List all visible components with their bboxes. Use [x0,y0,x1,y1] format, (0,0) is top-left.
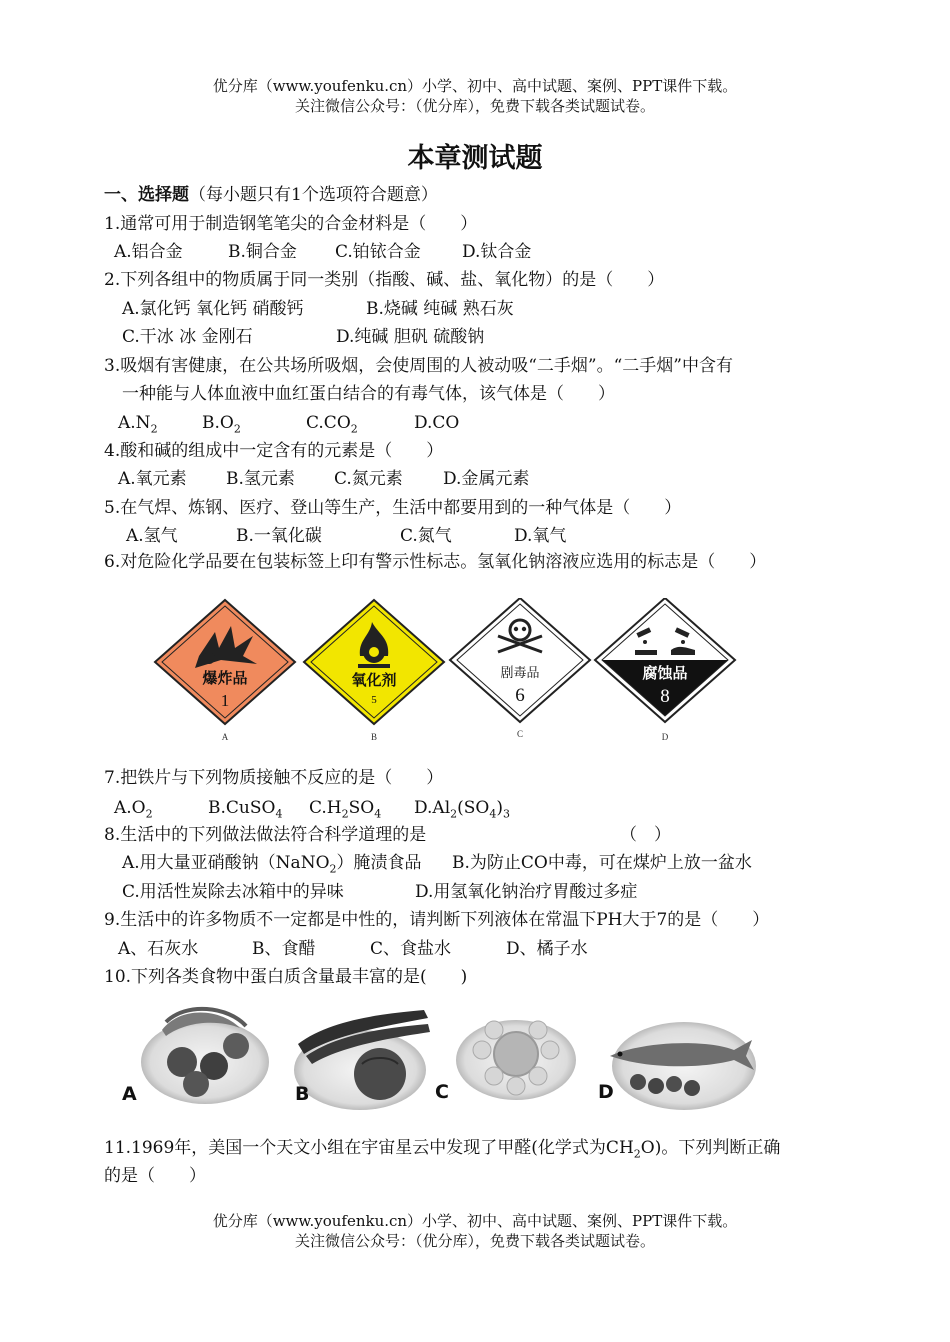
q7-option-c: $C.H_2SO_4$ [309,798,382,821]
q2-stem: 2.下列各组中的物质属于同一类别（指酸、碱、盐、氧化物）的是（ ） [104,270,665,290]
q3-stem-line-2: 一种能与人体血液中血红蛋白结合的有毒气体，该气体是（ ） [122,384,615,404]
q1-option-a: A.铝合金 [114,242,183,262]
q5-option-c: C.氮气 [400,526,452,546]
q8-option-a: A.用大量亚硝酸钠（NaNO$_2$）腌渍食品 [122,853,422,876]
food-fish-plate [610,1022,756,1110]
sign-d-number: 8 [660,686,670,707]
q3-option-c: $C.CO_2$ [306,413,358,436]
q11-stem-line-1: 11.1969年，美国一个天文小组在宇宙星云中发现了甲醛(化学式为$CH_2O$)。下列判断正确 [104,1138,781,1161]
q8-stem: 8.生活中的下列做法做法符合科学道理的是 [104,825,427,845]
footer-line-2: 关注微信公众号：（优分库），免费下载各类试题试卷。 [294,1232,655,1250]
sign-a-label: 爆炸品 [202,669,248,687]
header-line-2: 关注微信公众号：（优分库），免费下载各类试题试卷。 [294,97,655,115]
q9-option-d: D、橘子水 [506,939,588,959]
q8-option-b: B.为防止CO中毒，可在煤炉上放一盆水 [452,853,752,873]
q4-option-d: D.金属元素 [443,469,530,489]
sign-b-label: 氧化剂 [351,671,397,689]
q1-stem: 1.通常可用于制造钢笔笔尖的合金材料是（ ） [104,214,478,234]
q5-option-b: B.一氧化碳 [236,526,322,546]
sign-b-letter: B [370,732,378,742]
q9-option-a: A、石灰水 [118,939,199,959]
q5-stem: 5.在气焊、炼钢、医疗、登山等生产，生活中都要用到的一种气体是（ ） [104,498,682,518]
q4-option-c: C.氮元素 [334,469,403,489]
food-grain-plate [456,1020,576,1100]
food-vegetable-plate [294,1010,430,1110]
q2-option-b: B.烧碱 纯碱 熟石灰 [366,299,514,319]
section-note: （每小题只有1个选项符合题意） [189,185,438,205]
q3-option-d: D.CO [414,413,460,433]
q1-option-b: B.铜合金 [228,242,297,262]
q9-option-b: B、食醋 [252,939,316,959]
hazard-sign-corrosive [595,598,735,722]
q1-option-d: D.钛合金 [462,242,532,262]
section-label: 一、选择题 [104,185,189,205]
q10-stem: 10.下列各类食物中蛋白质含量最丰富的是( ) [104,967,468,987]
q4-option-b: B.氢元素 [226,469,295,489]
sign-c-letter: C [516,729,524,739]
q9-stem: 9.生活中的许多物质不一定都是中性的，请判断下列液体在常温下PH大于7的是（ ） [104,910,770,930]
footer-line-1: 优分库（www.youfenku.cn）小学、初中、高中试题、案例、PPT课件下载。 [212,1212,738,1230]
q9-option-c: C、食盐水 [370,939,452,959]
food-b-letter: B [295,1083,310,1105]
sign-d-label: 腐蚀品 [642,664,688,682]
section-header [104,184,438,206]
page-title: 本章测试题 [407,143,543,174]
q8-answer-paren: （ ） [620,825,671,845]
q3-option-a: $A.N_2$ [118,413,158,436]
hazard-signs [150,598,750,748]
q8-option-d: D.用氢氧化钠治疗胃酸过多症 [415,882,638,902]
hazard-sign-oxidizer [304,600,444,724]
hazard-sign-explosive [155,600,295,724]
q7-option-b: B.CuSO$_4$ [208,798,283,821]
q7-option-a: $A.O_2$ [114,798,153,821]
q4-stem: 4.酸和碱的组成中一定含有的元素是（ ） [104,441,444,461]
q6-stem: 6.对危险化学品要在包装标签上印有警示性标志。氢氧化钠溶液应选用的标志是（ ） [104,552,767,572]
food-fruit-plate [141,1009,269,1104]
food-a-letter: A [122,1083,137,1105]
q3-stem-line-1: 3.吸烟有害健康，在公共场所吸烟，会使周围的人被动吸“二手烟”。“二手烟”中含有 [104,356,733,376]
q4-option-a: A.氧元素 [118,469,187,489]
hazard-sign-toxic [450,598,590,722]
food-images [110,1000,790,1115]
q7-stem: 7.把铁片与下列物质接触不反应的是（ ） [104,768,444,788]
q5-option-d: D.氧气 [514,526,567,546]
sign-a-letter: A [221,732,229,742]
sign-a-number: 1 [220,691,230,710]
food-c-letter: C [435,1081,449,1103]
sign-c-label: 剧毒品 [500,666,540,681]
q11-stem-line-2: 的是（ ） [104,1166,206,1186]
q8-option-c: C.用活性炭除去冰箱中的异味 [122,882,344,902]
q5-option-a: A.氢气 [126,526,178,546]
header-line-1: 优分库（www.youfenku.cn）小学、初中、高中试题、案例、PPT课件下载。 [212,77,738,95]
q1-option-c: C.铂铱合金 [335,242,421,262]
q2-option-d: D.纯碱 胆矾 硫酸钠 [336,327,485,347]
q2-option-a: A.氯化钙 氧化钙 硝酸钙 [122,299,304,319]
q3-option-b: $B.O_2$ [202,413,241,436]
sign-d-letter: D [661,732,669,742]
q7-option-d: $D.Al_2(SO_4)_3$ [414,798,511,821]
food-d-letter: D [598,1081,614,1103]
q2-option-c: C.干冰 冰 金刚石 [122,327,253,347]
sign-c-number: 6 [515,685,525,706]
sign-b-number: 5 [371,694,377,706]
